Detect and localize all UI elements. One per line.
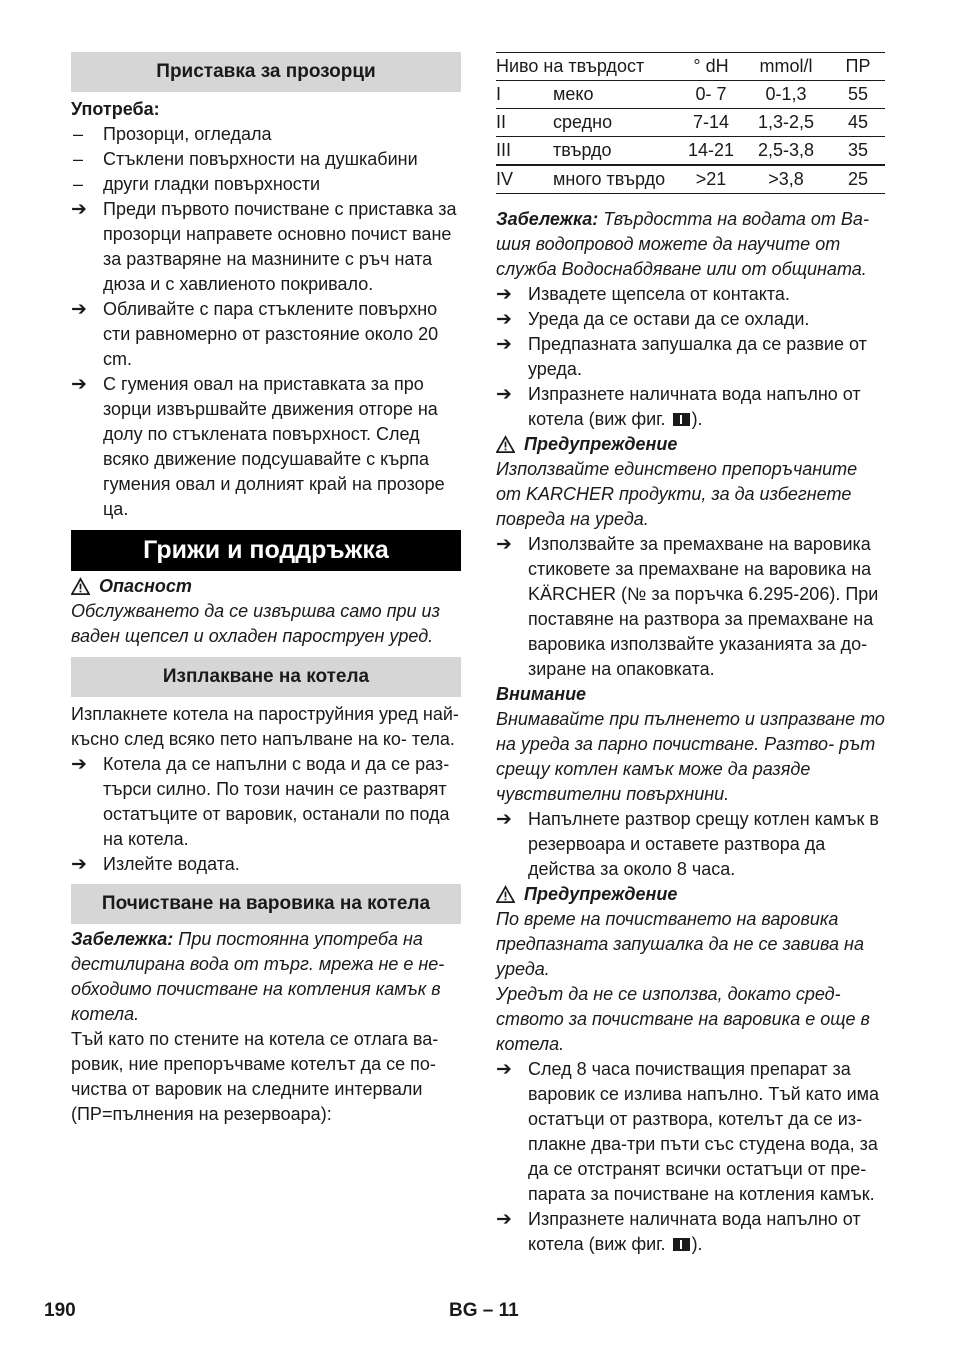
- list-item: ➔ Обливайте с пара стъклените повърхно сти равномерно от разстояние около 20 cm.: [71, 297, 461, 372]
- section-code: BG – 11: [449, 1300, 519, 1321]
- table-header: Ниво на твърдост: [496, 53, 681, 81]
- table-header: ПР: [831, 53, 885, 81]
- warning-label: Предупреждение: [524, 434, 678, 454]
- list-item: – Стъклени повърхности на душкабини: [71, 147, 461, 172]
- table-header-row: [496, 53, 885, 81]
- warning-triangle-icon: [71, 577, 90, 596]
- list-item: ➔ Предпазната запушалка да се развие от уреда.: [496, 332, 886, 382]
- warning-text: Използвайте единствено препоръчаните от KARCHER продукти, за да избегнете повреда на уреда.: [496, 459, 858, 529]
- note-label: Забележка:: [496, 209, 599, 229]
- list-item: ➔ Преди първото почистване с приставка за прозорци направете основно почист ване за разтваряне на мазнините с ръч ната дюза и с хавлиеното покривало.: [71, 197, 461, 297]
- list-item: ➔ Уреда да се остави да се охлади.: [496, 309, 810, 330]
- warning-label: Предупреждение: [524, 884, 678, 904]
- hardness-note: [496, 207, 886, 282]
- table-row: [496, 81, 885, 109]
- table-row: [496, 137, 885, 166]
- arrow-icon: ➔: [496, 534, 512, 555]
- table-cell: III: [496, 137, 553, 166]
- arrow-icon: ➔: [496, 1209, 512, 1230]
- table-cell: I: [496, 81, 553, 109]
- attention-text: Внимавайте при пълненето и изпразване то на уреда за парно почистване. Разтво- рът срещу котлен камък може да разяде чувствителни повърхнини.: [496, 709, 885, 804]
- arrow-icon: ➔: [496, 334, 512, 355]
- attention-label: Внимание: [496, 684, 587, 704]
- table-cell: >3,8: [741, 165, 831, 194]
- page-number: 190: [44, 1300, 76, 1321]
- table-row: [496, 165, 885, 194]
- arrow-icon: ➔: [496, 284, 512, 305]
- warning-notice: [496, 882, 886, 907]
- warning-triangle-icon: [496, 885, 515, 904]
- descale-note: [71, 927, 461, 1027]
- arrow-icon: ➔: [71, 299, 87, 320]
- warning-text: По време на почистването на варовика предпазната запушалка да не се завива на уреда.: [496, 909, 864, 979]
- table-cell: >21: [681, 165, 741, 194]
- table-cell: 0-1,3: [741, 81, 831, 109]
- care-maintenance-heading: Грижи и поддръжка: [71, 530, 461, 571]
- list-item: ➔ Напълнете разтвор срещу котлен камък в резервоара и оставете разтвора да действа за около 8 часа.: [496, 807, 886, 882]
- water-hardness-table: [496, 52, 885, 194]
- table-cell: твърдо: [553, 137, 681, 166]
- dash-icon: –: [73, 124, 84, 144]
- warning-text: Уредът да не се използва, докато сред- ството за почистване на варовика е още в котела.: [496, 984, 870, 1054]
- table-cell: 25: [831, 165, 885, 194]
- figure-ref-icon: [673, 413, 690, 426]
- table-cell: меко: [553, 81, 681, 109]
- danger-text: Обслужването да се извършва само при из ваден щепсел и охладен пароструен уред.: [71, 601, 440, 646]
- arrow-icon: ➔: [71, 199, 87, 220]
- rinse-intro: Изплакнете котела на пароструйния уред най-късно след всяко пето напълване на ко- тела.: [71, 704, 459, 749]
- arrow-icon: ➔: [71, 754, 87, 775]
- left-column: [71, 52, 461, 1127]
- list-item: ➔ След 8 часа почистващия препарат за варовик се излива напълно. Тъй като има остатъци от разтвора, котелът да се из- плакне два-три пъти със студена вода, за да се отстранят всички остатъци от пре- парата за почистване на котления камък.: [496, 1057, 886, 1207]
- danger-label: Опасност: [99, 576, 192, 596]
- note-label: Забележка:: [71, 929, 174, 949]
- table-cell: 2,5-3,8: [741, 137, 831, 166]
- windows-attachment-heading: Приставка за прозорци: [71, 52, 461, 92]
- list-item: ➔ Изпразнете наличната вода напълно от котела (виж фиг. ).: [496, 1207, 886, 1257]
- right-column: [496, 52, 886, 1257]
- arrow-icon: ➔: [496, 384, 512, 405]
- table-cell: II: [496, 109, 553, 137]
- list-item: ➔ Използвайте за премахване на варовика стиковете за премахване на варовика на KÄRCHER (№ за поръчка 6.295-206). При поставяне на разтвора за премахване на варовика използвайте указанията за до- зиране на опаковката.: [496, 532, 886, 682]
- arrow-icon: ➔: [496, 1059, 512, 1080]
- table-cell: 0- 7: [681, 81, 741, 109]
- table-cell: 1,3-2,5: [741, 109, 831, 137]
- descale-text: Тъй като по стените на котела се отлага ва- ровик, ние препоръчваме котелът да се по- чиства от варовик на следните интервали (ПР=пълнения на резервоара):: [71, 1029, 439, 1124]
- dash-icon: –: [73, 149, 84, 169]
- table-header: mmol/l: [741, 53, 831, 81]
- danger-notice: [71, 574, 461, 599]
- table-cell: много твърдо: [553, 165, 681, 194]
- list-item: ➔ Извадете щепсела от контакта.: [496, 284, 790, 305]
- table-cell: 35: [831, 137, 885, 166]
- table-header: ° dH: [681, 53, 741, 81]
- note-text: Твърдостта на водата от Ва- шия водопровод можете да научите от служба Водоснабдяване или от общината.: [496, 209, 869, 279]
- table-cell: 55: [831, 81, 885, 109]
- arrow-icon: ➔: [71, 854, 87, 875]
- list-item: ➔ Излейте водата.: [71, 854, 240, 875]
- table-cell: 14-21: [681, 137, 741, 166]
- table-row: [496, 109, 885, 137]
- warning-notice: [496, 432, 886, 457]
- arrow-icon: ➔: [496, 809, 512, 830]
- list-item: ➔ С гумения овал на приставката за про зорци извършвайте движения отгоре на долу по стъклената повърхност. След всяко движение подсушавайте с кърпа гумения овал и долният край на прозоре ца.: [71, 372, 461, 522]
- list-item: ➔ Изпразнете наличната вода напълно от котела (виж фиг. ).: [496, 382, 886, 432]
- list-item: – други гладки повърхности: [71, 172, 461, 197]
- usage-label: Употреба:: [71, 99, 160, 119]
- list-item: – Прозорци, огледала: [71, 122, 461, 147]
- arrow-icon: ➔: [71, 374, 87, 395]
- dash-icon: –: [73, 174, 84, 194]
- warning-triangle-icon: [496, 435, 515, 454]
- list-item: ➔ Котела да се напълни с вода и да се раз- търси силно. По този начин се разтварят остатъците от варовик, останали по пода на котела.: [71, 752, 461, 852]
- table-cell: IV: [496, 165, 553, 194]
- table-cell: средно: [553, 109, 681, 137]
- figure-ref-icon: [673, 1238, 690, 1251]
- rinse-boiler-heading: Изплакване на котела: [71, 657, 461, 697]
- table-cell: 7-14: [681, 109, 741, 137]
- table-cell: 45: [831, 109, 885, 137]
- note-text: При постоянна употреба на дестилирана вода от търг. мрежа не е не- обходимо почистване на котления камък в котела.: [71, 929, 445, 1024]
- arrow-icon: ➔: [496, 309, 512, 330]
- descale-boiler-heading: Почистване на варовика на котела: [71, 884, 461, 924]
